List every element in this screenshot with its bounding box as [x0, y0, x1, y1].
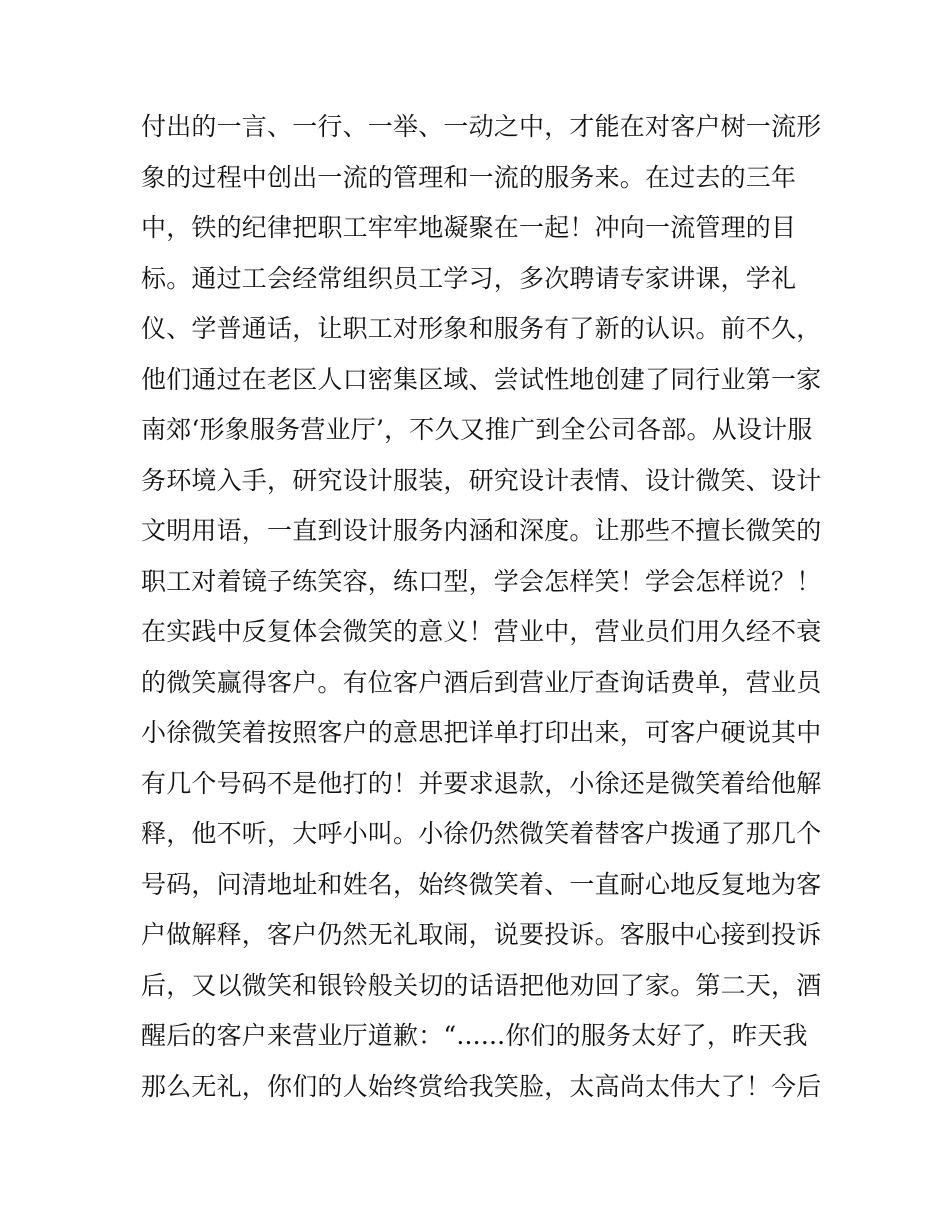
text-line: 南郊‘形象服务营业厅’，不久又推广到全公司各部。从设计服: [141, 415, 813, 444]
body-text: [141, 102, 821, 1112]
text-line: 务环境入手，研究设计服装，研究设计表情、设计微笑、设计: [141, 465, 821, 495]
text-line: 仪、学普通话，让职工对形象和服务有了新的认识。前不久，: [141, 314, 821, 343]
text-line: 有几个号码不是他打的！并要求退款，小徐还是微笑着给他解: [141, 768, 821, 798]
text-line: 后，又以微笑和银铃般关切的话语把他劝回了家。第二天，酒: [141, 970, 821, 1000]
text-line: 标。通过工会经常组织员工学习，多次聘请专家讲课，学礼: [141, 263, 797, 293]
text-line: 职工对着镜子练笑容，练口型，学会怎样笑！学会怎样说？！: [141, 566, 821, 596]
text-line: 文明用语，一直到设计服务内涵和深度。让那些不擅长微笑的: [141, 516, 821, 545]
text-line: 那么无礼，你们的人始终赏给我笑脸，太高尚太伟大了！今后: [141, 1071, 821, 1101]
text-line: 小徐微笑着按照客户的意思把详单打印出来，可客户硬说其中: [141, 718, 821, 747]
text-line: 户做解释，客户仍然无礼取闹，说要投诉。客服中心接到投诉: [141, 920, 821, 949]
text-line: 象的过程中创出一流的管理和一流的服务来。在过去的三年: [141, 162, 797, 192]
text-line: 号码，问清地址和姓名，始终微笑着、一直耐心地反复地为客: [141, 869, 821, 899]
text-line: 付出的一言、一行、一举、一动之中，才能在对客户树一流形: [141, 112, 821, 141]
text-line: 中，铁的纪律把职工牢牢地凝聚在一起！冲向一流管理的目: [141, 213, 797, 242]
text-line: 释，他不听，大呼小叫。小徐仍然微笑着替客户拨通了那几个: [141, 819, 821, 848]
text-line: 他们通过在老区人口密集区域、尝试性地创建了同行业第一家: [141, 364, 821, 394]
text-line: 在实践中反复体会微笑的意义！营业中，营业员们用久经不衰: [141, 617, 821, 646]
text-line: 醒后的客户来营业厅道歉：“......你们的服务太好了，昨天我: [141, 1021, 808, 1050]
text-line: 的微笑赢得客户。有位客户酒后到营业厅查询话费单，营业员: [141, 667, 821, 697]
